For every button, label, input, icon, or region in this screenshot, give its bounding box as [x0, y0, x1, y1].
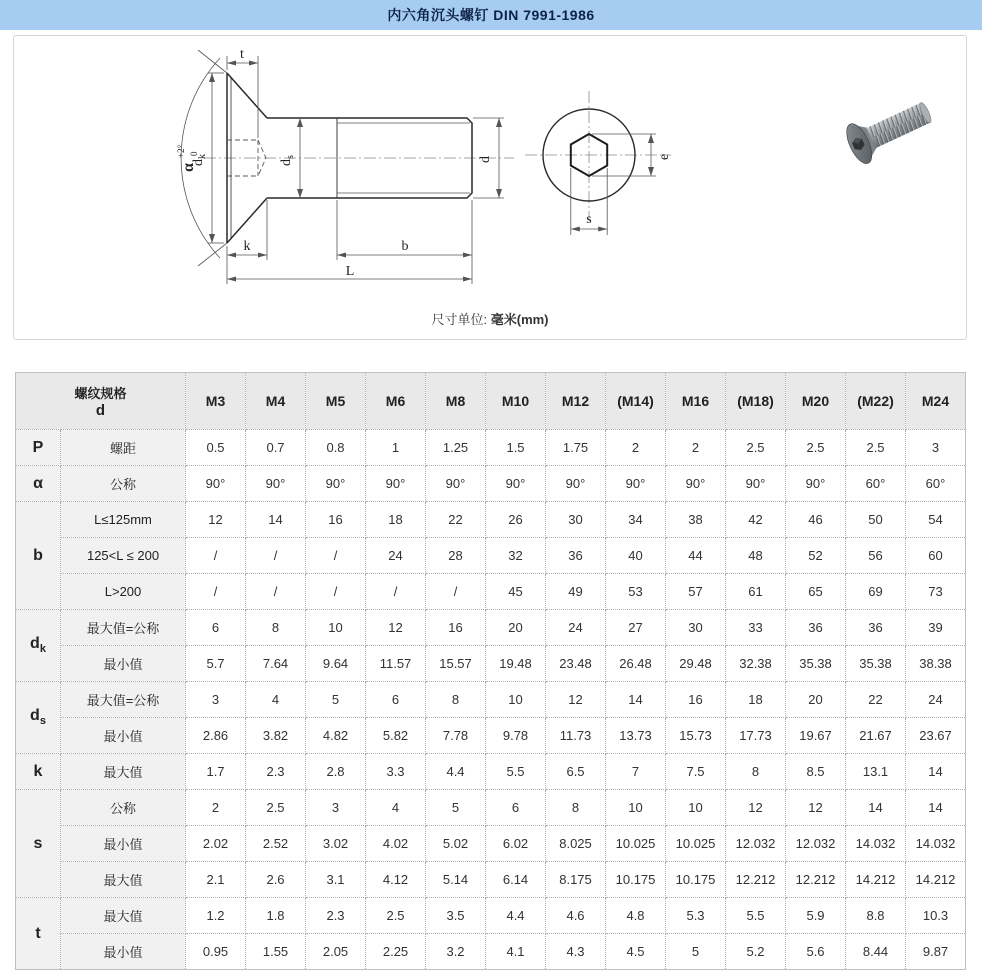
- dimension-ds: [297, 118, 303, 198]
- value-cell: 5.82: [366, 718, 426, 754]
- value-cell: 11.57: [366, 646, 426, 682]
- label-b: b: [401, 239, 409, 254]
- row-label: 最大值: [61, 862, 186, 898]
- unit-note: [14, 309, 966, 328]
- value-cell: 8.025: [546, 826, 606, 862]
- value-cell: 36: [846, 610, 906, 646]
- value-cell: 24: [906, 682, 966, 718]
- value-cell: 12: [186, 502, 246, 538]
- value-cell: 14.212: [906, 862, 966, 898]
- value-cell: 60°: [906, 466, 966, 502]
- value-cell: 4.1: [486, 934, 546, 970]
- table-row: [16, 934, 966, 970]
- value-cell: 35.38: [786, 646, 846, 682]
- value-cell: /: [246, 538, 306, 574]
- value-cell: 6.5: [546, 754, 606, 790]
- value-cell: 0.95: [186, 934, 246, 970]
- row-label: 公称: [61, 790, 186, 826]
- value-cell: 60: [906, 538, 966, 574]
- value-cell: 5.7: [186, 646, 246, 682]
- value-cell: 18: [726, 682, 786, 718]
- table-row: [16, 898, 966, 934]
- dimension-t: [227, 56, 258, 138]
- row-label: L>200: [61, 574, 186, 610]
- value-cell: 4.4: [486, 898, 546, 934]
- value-cell: 90°: [726, 466, 786, 502]
- value-cell: 90°: [306, 466, 366, 502]
- value-cell: 4.4: [426, 754, 486, 790]
- value-cell: 17.73: [726, 718, 786, 754]
- table-row: [16, 610, 966, 646]
- value-cell: 33: [726, 610, 786, 646]
- value-cell: 1: [366, 430, 426, 466]
- table-row: [16, 646, 966, 682]
- value-cell: 9.64: [306, 646, 366, 682]
- value-cell: 90°: [486, 466, 546, 502]
- value-cell: 2.8: [306, 754, 366, 790]
- value-cell: 8: [546, 790, 606, 826]
- value-cell: 5.3: [666, 898, 726, 934]
- value-cell: 28: [426, 538, 486, 574]
- value-cell: 22: [426, 502, 486, 538]
- value-cell: 5: [306, 682, 366, 718]
- table-row: [16, 790, 966, 826]
- dimension-table: [15, 372, 966, 970]
- column-header: M4: [246, 373, 306, 430]
- value-cell: 3.2: [426, 934, 486, 970]
- value-cell: 90°: [666, 466, 726, 502]
- table-row: [16, 502, 966, 538]
- value-cell: 8.175: [546, 862, 606, 898]
- value-cell: 4.12: [366, 862, 426, 898]
- value-cell: 5: [666, 934, 726, 970]
- value-cell: 1.25: [426, 430, 486, 466]
- value-cell: 73: [906, 574, 966, 610]
- value-cell: 12.212: [726, 862, 786, 898]
- value-cell: 1.55: [246, 934, 306, 970]
- value-cell: 9.78: [486, 718, 546, 754]
- value-cell: /: [426, 574, 486, 610]
- row-label: 最大值=公称: [61, 682, 186, 718]
- column-header: (M14): [606, 373, 666, 430]
- row-label: 最大值: [61, 898, 186, 934]
- value-cell: 10.3: [906, 898, 966, 934]
- value-cell: 20: [786, 682, 846, 718]
- value-cell: 4.5: [606, 934, 666, 970]
- value-cell: 22: [846, 682, 906, 718]
- value-cell: 18: [366, 502, 426, 538]
- value-cell: 90°: [186, 466, 246, 502]
- value-cell: 14: [606, 682, 666, 718]
- value-cell: 5.5: [726, 898, 786, 934]
- value-cell: 42: [726, 502, 786, 538]
- value-cell: 45: [486, 574, 546, 610]
- value-cell: 2.5: [786, 430, 846, 466]
- value-cell: 5.14: [426, 862, 486, 898]
- value-cell: 2.25: [366, 934, 426, 970]
- value-cell: 90°: [426, 466, 486, 502]
- value-cell: 6: [366, 682, 426, 718]
- value-cell: 38.38: [906, 646, 966, 682]
- value-cell: 14: [846, 790, 906, 826]
- value-cell: 0.5: [186, 430, 246, 466]
- svg-text:dk: $d_k$: [191, 154, 208, 166]
- svg-text:ds: $d_s$: [279, 155, 296, 166]
- value-cell: 57: [666, 574, 726, 610]
- value-cell: 36: [786, 610, 846, 646]
- value-cell: 14: [906, 790, 966, 826]
- value-cell: 2: [606, 430, 666, 466]
- value-cell: 38: [666, 502, 726, 538]
- value-cell: 2: [666, 430, 726, 466]
- column-header: M12: [546, 373, 606, 430]
- svg-text:+2°: +2°: [176, 144, 186, 158]
- value-cell: 19.48: [486, 646, 546, 682]
- svg-text:d: d: [478, 156, 493, 163]
- value-cell: 8.44: [846, 934, 906, 970]
- value-cell: 24: [366, 538, 426, 574]
- value-cell: 30: [546, 502, 606, 538]
- value-cell: /: [366, 574, 426, 610]
- value-cell: 2: [186, 790, 246, 826]
- value-cell: 60°: [846, 466, 906, 502]
- value-cell: 1.7: [186, 754, 246, 790]
- table-body: [16, 430, 966, 970]
- value-cell: 2.5: [246, 790, 306, 826]
- value-cell: 2.5: [726, 430, 786, 466]
- table-row: [16, 862, 966, 898]
- value-cell: 4.82: [306, 718, 366, 754]
- value-cell: 48: [726, 538, 786, 574]
- row-symbol: b: [16, 502, 61, 610]
- value-cell: 3: [906, 430, 966, 466]
- value-cell: 23.48: [546, 646, 606, 682]
- value-cell: 2.3: [246, 754, 306, 790]
- alpha-label: [176, 144, 199, 172]
- value-cell: 20: [486, 610, 546, 646]
- value-cell: 2.86: [186, 718, 246, 754]
- value-cell: 6: [186, 610, 246, 646]
- table-row: [16, 538, 966, 574]
- value-cell: 12: [786, 790, 846, 826]
- value-cell: 10: [486, 682, 546, 718]
- spec-header-sublabel: d: [95, 402, 106, 419]
- row-symbol: P: [16, 430, 61, 466]
- value-cell: 8.5: [786, 754, 846, 790]
- value-cell: 3.5: [426, 898, 486, 934]
- value-cell: 2.52: [246, 826, 306, 862]
- value-cell: 10.025: [666, 826, 726, 862]
- value-cell: 1.75: [546, 430, 606, 466]
- value-cell: 65: [786, 574, 846, 610]
- value-cell: /: [186, 574, 246, 610]
- value-cell: 34: [606, 502, 666, 538]
- value-cell: 3.02: [306, 826, 366, 862]
- value-cell: 35.38: [846, 646, 906, 682]
- value-cell: 69: [846, 574, 906, 610]
- end-view-drawing: [519, 63, 689, 258]
- row-label: 125<L ≤ 200: [61, 538, 186, 574]
- value-cell: 13.73: [606, 718, 666, 754]
- column-header: M24: [906, 373, 966, 430]
- label-d: [478, 156, 493, 163]
- value-cell: 12: [726, 790, 786, 826]
- row-symbol: $d_k$: [16, 610, 61, 682]
- value-cell: /: [246, 574, 306, 610]
- screw-photo: [836, 81, 960, 177]
- value-cell: 12.032: [726, 826, 786, 862]
- value-cell: 14: [906, 754, 966, 790]
- value-cell: 56: [846, 538, 906, 574]
- value-cell: 19.67: [786, 718, 846, 754]
- row-label: 螺距: [61, 430, 186, 466]
- column-header: M20: [786, 373, 846, 430]
- value-cell: 27: [606, 610, 666, 646]
- value-cell: 26.48: [606, 646, 666, 682]
- value-cell: 90°: [246, 466, 306, 502]
- value-cell: 7.78: [426, 718, 486, 754]
- value-cell: 3: [186, 682, 246, 718]
- label-k: k: [243, 239, 251, 254]
- table-row: [16, 574, 966, 610]
- unit-note-prefix: 尺寸单位:: [431, 312, 488, 327]
- row-symbol: t: [16, 898, 61, 970]
- table-row: [16, 826, 966, 862]
- page-title: 内六角沉头螺钉 DIN 7991-1986: [0, 0, 982, 30]
- label-e: [657, 154, 672, 160]
- value-cell: 4.8: [606, 898, 666, 934]
- value-cell: 7.64: [246, 646, 306, 682]
- value-cell: 12.212: [786, 862, 846, 898]
- value-cell: 54: [906, 502, 966, 538]
- svg-text:0: 0: [189, 151, 199, 156]
- label-ds: [279, 155, 296, 166]
- value-cell: /: [306, 574, 366, 610]
- value-cell: 52: [786, 538, 846, 574]
- column-header: M6: [366, 373, 426, 430]
- value-cell: 2.05: [306, 934, 366, 970]
- label-s: s: [586, 212, 592, 227]
- value-cell: 29.48: [666, 646, 726, 682]
- value-cell: 61: [726, 574, 786, 610]
- value-cell: 44: [666, 538, 726, 574]
- row-symbol: $d_s$: [16, 682, 61, 754]
- value-cell: 3: [306, 790, 366, 826]
- column-header: M8: [426, 373, 486, 430]
- value-cell: 11.73: [546, 718, 606, 754]
- table-row: [16, 466, 966, 502]
- value-cell: 14.032: [846, 826, 906, 862]
- value-cell: 40: [606, 538, 666, 574]
- value-cell: 8: [246, 610, 306, 646]
- value-cell: 32: [486, 538, 546, 574]
- label-L: L: [345, 264, 355, 279]
- label-t: t: [240, 48, 244, 62]
- value-cell: 10.175: [666, 862, 726, 898]
- svg-text:e: e: [657, 153, 672, 160]
- svg-text:α: α: [180, 163, 197, 172]
- value-cell: 14.032: [906, 826, 966, 862]
- side-view-drawing: [172, 48, 532, 293]
- table-head: [16, 373, 966, 430]
- value-cell: 5.02: [426, 826, 486, 862]
- value-cell: 10: [666, 790, 726, 826]
- row-label: 公称: [61, 466, 186, 502]
- value-cell: 8: [426, 682, 486, 718]
- value-cell: 3.82: [246, 718, 306, 754]
- column-header: M16: [666, 373, 726, 430]
- value-cell: 14: [246, 502, 306, 538]
- value-cell: 1.5: [486, 430, 546, 466]
- value-cell: 14.212: [846, 862, 906, 898]
- unit-note-value: 毫米(mm): [490, 312, 549, 327]
- column-header: (M22): [846, 373, 906, 430]
- value-cell: 2.3: [306, 898, 366, 934]
- value-cell: 5.9: [786, 898, 846, 934]
- value-cell: 13.1: [846, 754, 906, 790]
- value-cell: 32.38: [726, 646, 786, 682]
- value-cell: 30: [666, 610, 726, 646]
- value-cell: 90°: [366, 466, 426, 502]
- value-cell: 12.032: [786, 826, 846, 862]
- value-cell: 10: [606, 790, 666, 826]
- table-row: [16, 430, 966, 466]
- value-cell: 0.8: [306, 430, 366, 466]
- value-cell: 16: [426, 610, 486, 646]
- column-header: M10: [486, 373, 546, 430]
- value-cell: 16: [666, 682, 726, 718]
- row-symbol: k: [16, 754, 61, 790]
- value-cell: 2.5: [366, 898, 426, 934]
- column-header: M5: [306, 373, 366, 430]
- value-cell: 7.5: [666, 754, 726, 790]
- value-cell: 10.175: [606, 862, 666, 898]
- value-cell: 15.57: [426, 646, 486, 682]
- value-cell: 26: [486, 502, 546, 538]
- value-cell: 5.6: [786, 934, 846, 970]
- value-cell: 24: [546, 610, 606, 646]
- value-cell: 1.8: [246, 898, 306, 934]
- spec-header-cell: [16, 373, 186, 430]
- value-cell: 5: [426, 790, 486, 826]
- value-cell: 4.02: [366, 826, 426, 862]
- table-row: [16, 718, 966, 754]
- row-label: 最小值: [61, 718, 186, 754]
- row-label: 最大值=公称: [61, 610, 186, 646]
- value-cell: 0.7: [246, 430, 306, 466]
- row-symbol: α: [16, 466, 61, 502]
- value-cell: 8.8: [846, 898, 906, 934]
- table-row: [16, 754, 966, 790]
- row-label: 最小值: [61, 646, 186, 682]
- value-cell: 2.6: [246, 862, 306, 898]
- row-label: L≤125mm: [61, 502, 186, 538]
- drawing-panel: [13, 35, 967, 340]
- value-cell: 10: [306, 610, 366, 646]
- value-cell: 90°: [546, 466, 606, 502]
- value-cell: 50: [846, 502, 906, 538]
- value-cell: 2.5: [846, 430, 906, 466]
- column-header: M3: [186, 373, 246, 430]
- spec-header-label: 螺纹规格: [74, 386, 127, 401]
- value-cell: 4: [366, 790, 426, 826]
- value-cell: 12: [366, 610, 426, 646]
- value-cell: 16: [306, 502, 366, 538]
- value-cell: 12: [546, 682, 606, 718]
- value-cell: 4.6: [546, 898, 606, 934]
- value-cell: 4.3: [546, 934, 606, 970]
- value-cell: 7: [606, 754, 666, 790]
- value-cell: 1.2: [186, 898, 246, 934]
- value-cell: 3.3: [366, 754, 426, 790]
- value-cell: 46: [786, 502, 846, 538]
- value-cell: 49: [546, 574, 606, 610]
- value-cell: 15.73: [666, 718, 726, 754]
- value-cell: /: [186, 538, 246, 574]
- value-cell: 90°: [786, 466, 846, 502]
- row-label: 最大值: [61, 754, 186, 790]
- value-cell: 36: [546, 538, 606, 574]
- value-cell: 3.1: [306, 862, 366, 898]
- value-cell: 6.14: [486, 862, 546, 898]
- value-cell: 9.87: [906, 934, 966, 970]
- value-cell: 6.02: [486, 826, 546, 862]
- value-cell: 39: [906, 610, 966, 646]
- value-cell: 90°: [606, 466, 666, 502]
- value-cell: /: [306, 538, 366, 574]
- value-cell: 4: [246, 682, 306, 718]
- value-cell: 53: [606, 574, 666, 610]
- value-cell: 5.2: [726, 934, 786, 970]
- value-cell: 2.02: [186, 826, 246, 862]
- value-cell: 6: [486, 790, 546, 826]
- row-label: 最小值: [61, 934, 186, 970]
- value-cell: 5.5: [486, 754, 546, 790]
- value-cell: 21.67: [846, 718, 906, 754]
- table-row: [16, 682, 966, 718]
- value-cell: 8: [726, 754, 786, 790]
- row-label: 最小值: [61, 826, 186, 862]
- value-cell: 23.67: [906, 718, 966, 754]
- value-cell: 2.1: [186, 862, 246, 898]
- column-header: (M18): [726, 373, 786, 430]
- row-symbol: s: [16, 790, 61, 898]
- value-cell: 10.025: [606, 826, 666, 862]
